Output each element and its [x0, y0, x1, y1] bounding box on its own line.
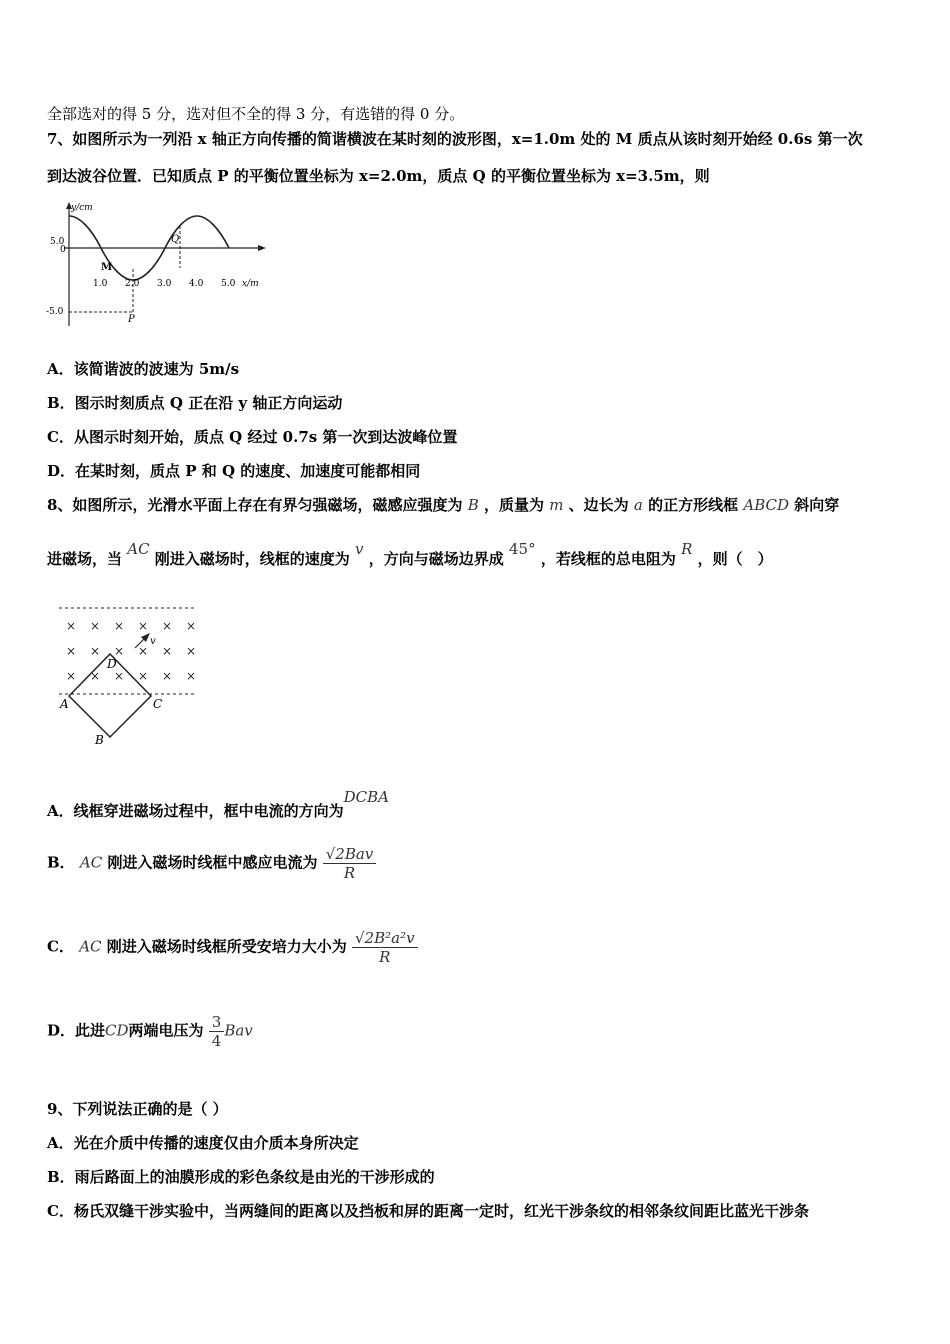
q8-stem-line1	[47, 494, 839, 515]
math-a: a	[633, 496, 643, 514]
option-label: B．	[47, 853, 75, 872]
fraction-numerator: 3	[209, 1013, 225, 1032]
field-cross: ×	[185, 644, 197, 658]
option-text: 线框穿进磁场过程中，框中电流的方向为	[73, 802, 344, 820]
field-cross: ×	[89, 669, 101, 683]
y-tick-top: 5.0	[50, 237, 65, 247]
field-cross: ×	[137, 644, 149, 658]
y-axis-label: y/cm	[71, 203, 93, 213]
math-Bav: Bav	[224, 1021, 253, 1040]
option-label: D．	[47, 1021, 76, 1040]
q8-text-2: ，质量为	[483, 496, 544, 514]
point-P-label: P	[128, 314, 135, 325]
option-text: 此进	[75, 1021, 106, 1040]
option-text-2: 两端电压为	[128, 1021, 204, 1040]
field-cross: ×	[113, 619, 125, 633]
x-axis-label: x/m	[242, 279, 259, 289]
field-cross: ×	[65, 619, 77, 633]
q7-option-D: D．在某时刻，质点 P 和 Q 的速度、加速度可能都相同	[47, 462, 421, 480]
math-AC: AC	[127, 540, 150, 558]
math-m: m	[549, 496, 564, 514]
q8-option-A	[47, 788, 390, 821]
math-AC: AC	[79, 937, 102, 956]
wave-figure	[44, 198, 274, 328]
q8-text-6: 进磁场，当	[47, 550, 123, 568]
math-B: B	[467, 496, 479, 514]
q8-option-D	[47, 1013, 253, 1050]
x-tick-5: 5.0	[221, 279, 236, 289]
q8-text-7: 刚进入磁场时，线框的速度为	[154, 550, 350, 568]
math-CD: CD	[105, 1021, 129, 1040]
x-tick-labels	[93, 279, 236, 289]
q7-option-C: C．从图示时刻开始，质点 Q 经过 0.7s 第一次到达波峰位置	[47, 428, 458, 446]
math-45deg: 45°	[509, 540, 536, 558]
field-cross: ×	[89, 644, 101, 658]
q8-option-B	[47, 845, 376, 882]
vertex-A-label: A	[60, 697, 69, 711]
fraction-denominator: R	[379, 948, 391, 966]
field-figure	[55, 600, 205, 750]
vertex-D-label: D	[107, 657, 117, 671]
math-v: v	[355, 540, 364, 558]
field-cross: ×	[137, 619, 149, 633]
q8-option-C	[47, 929, 418, 966]
q8-text-3: 、边长为	[568, 496, 629, 514]
fraction-voltage	[209, 1013, 225, 1050]
field-cross: ×	[113, 644, 125, 658]
fraction-numerator: √2B²a²v	[352, 929, 418, 948]
fraction-numerator: √2Bav	[323, 845, 377, 864]
x-tick-4: 4.0	[189, 279, 204, 289]
field-cross: ×	[113, 669, 125, 683]
vertex-B-label: B	[95, 733, 104, 747]
vertex-C-label: C	[153, 697, 163, 711]
x-tick-2: 2.0	[125, 279, 140, 289]
instruction-text: 全部选对的得 5 分，选对但不全的得 3 分，有选错的得 0 分。	[47, 105, 465, 123]
q8-text-9: ，若线框的总电阻为	[540, 550, 676, 568]
fraction-current	[323, 845, 377, 882]
y-tick-bottom: -5.0	[46, 307, 64, 317]
q8-text-8: ，方向与磁场边界成	[368, 550, 504, 568]
option-text: 刚进入磁场时线框中感应电流为	[107, 853, 318, 872]
q9-stem: 9、下列说法正确的是（ ）	[47, 1100, 228, 1118]
q8-text-4: 的正方形线框	[648, 496, 739, 514]
q7-stem-line1: 7、如图所示为一列沿 x 轴正方向传播的简谐横波在某时刻的波形图，x=1.0m 处的 M 质点从该时刻开始经 0.6s 第一次	[47, 130, 863, 148]
x-tick-1: 1.0	[93, 279, 108, 289]
point-Q-label: Q	[171, 234, 180, 245]
fraction-denominator: R	[343, 864, 356, 882]
field-cross: ×	[185, 669, 197, 683]
field-cross: ×	[65, 644, 77, 658]
option-text: 刚进入磁场时线框所受安培力大小为	[106, 937, 347, 956]
field-crosses	[66, 619, 196, 683]
q7-option-B: B．图示时刻质点 Q 正在沿 y 轴正方向运动	[47, 394, 343, 412]
y-tick-zero: 0	[60, 245, 66, 255]
field-cross: ×	[161, 619, 173, 633]
q7-stem-line2: 到达波谷位置．已知质点 P 的平衡位置坐标为 x=2.0m，质点 Q 的平衡位置坐标为 x=3.5m，则	[47, 167, 710, 185]
field-cross: ×	[137, 669, 149, 683]
q8-stem-line2	[47, 540, 773, 569]
q8-text-5: 斜向穿	[794, 496, 840, 514]
field-cross: ×	[185, 619, 197, 633]
field-cross: ×	[89, 619, 101, 633]
option-label: A．	[47, 802, 74, 820]
math-DCBA: DCBA	[343, 788, 390, 806]
math-AC: AC	[79, 853, 103, 872]
q8-text-1: 8、如图所示，光滑水平面上存在有界匀强磁场，磁感应强度为	[47, 496, 463, 514]
velocity-label: v	[150, 636, 156, 647]
q8-text-10: ，则（ ）	[697, 550, 773, 568]
field-cross: ×	[161, 644, 173, 658]
field-cross: ×	[161, 669, 173, 683]
math-R: R	[681, 540, 693, 558]
q9-option-B: B．雨后路面上的油膜形成的彩色条纹是由光的干涉形成的	[47, 1168, 435, 1186]
q7-option-A: A．该简谐波的波速为 5m/s	[47, 360, 240, 378]
field-cross: ×	[65, 669, 77, 683]
fraction-denominator: 4	[211, 1032, 222, 1050]
option-label: C．	[47, 937, 74, 956]
point-M-label: M	[101, 262, 113, 273]
fraction-force	[352, 929, 418, 966]
q9-option-C: C．杨氏双缝干涉实验中，当两缝间的距离以及挡板和屏的距离一定时，红光干涉条纹的相邻条纹间距比蓝光干涉条	[47, 1202, 809, 1220]
x-tick-3: 3.0	[157, 279, 172, 289]
math-ABCD: ABCD	[743, 496, 789, 514]
q9-option-A: A．光在介质中传播的速度仅由介质本身所决定	[47, 1134, 359, 1152]
